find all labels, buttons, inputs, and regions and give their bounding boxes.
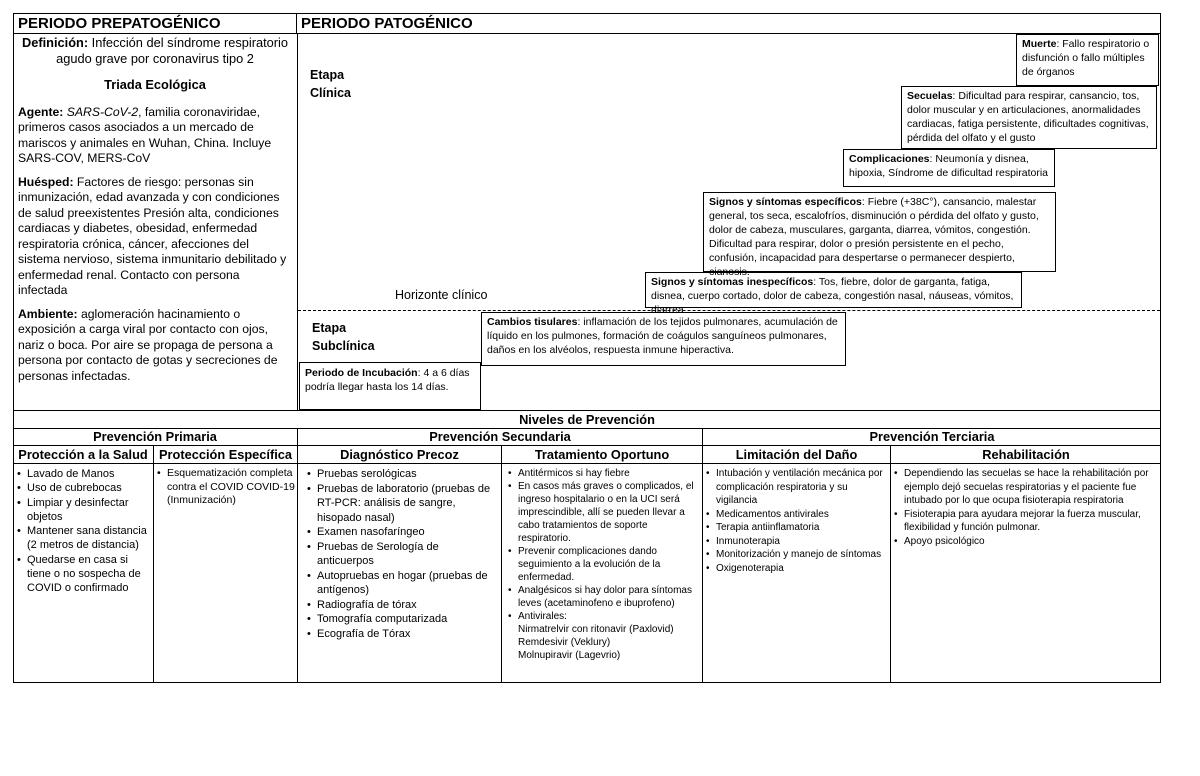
niveles-line-4 [13,463,1161,464]
list-item: • Monitorización y manejo de síntomas [706,548,888,562]
col-sep-5 [890,463,891,683]
list-item: • Mantener sana distancia (2 metros de distancia) [17,524,150,553]
secuelas-box [901,86,1157,149]
inespecificos-text: : Tos, fiebre, dolor de garganta, fatiga, disnea, cuerpo cortado, dolor de cabeza, congestión nasal, náuseas, vómitos, diarrea [651,276,1014,316]
list-item: • Limpiar y desinfectar objetos [17,496,150,525]
tratamiento-list [508,467,700,662]
list-item: • Pruebas serológicas [307,467,497,482]
col-proteccion-especifica: Protección Específica [153,446,297,463]
agente-paragraph [18,105,292,167]
especificos-box [703,192,1056,278]
list-item: • Tomografía computarizada [307,612,497,627]
list-item: • Radiografía de tórax [307,598,497,613]
col-limitacion-dano: Limitación del Daño [702,446,890,463]
definition-text: Infección del síndrome respiratorio agudo grave por coronavirus tipo 2 [56,35,288,66]
header-patogenico: PERIODO PATOGÉNICO [297,14,1160,34]
huesped-paragraph [18,175,292,299]
secuelas-label: Secuelas [907,90,953,102]
diagnostico-list [307,467,497,641]
triada-title: Triada Ecológica [104,77,206,92]
left-column-divider [297,34,298,410]
proteccion-salud-list [17,467,150,596]
col-sep-3 [501,463,502,683]
list-item: • Lavado de Manos [17,467,150,481]
limitacion-list [706,467,888,575]
list-item: • Fisioterapia para ayudara mejorar la fuerza muscular, flexibilidad y función pulmonar. [894,508,1156,535]
incubacion-text: : 4 a 6 días podría llegar hasta los 14 días. [305,367,470,393]
list-item: • Dependiendo las secuelas se hace la rehabilitación por ejemplo dejó secuelas respiratorias y el paciente fue intubado por lo que ocupa fisioterapia respiratoria [894,467,1156,508]
especificos-label: Signos y síntomas específicos [709,196,862,208]
tisulares-text: : inflamación de los tejidos pulmonares, acumulación de líquido en los pulmones, formación de coágulos sanguíneos pulmonares, daños en los alvéolos, respuesta inmune hiperactiva. [487,316,838,356]
col-sep-1 [153,463,154,683]
horizonte-clinico-line [298,310,1160,311]
col-tratamiento-oportuno: Tratamiento Oportuno [501,446,702,463]
muerte-text: : Fallo respiratorio o disfunción o fallo múltiples de órganos [1022,38,1150,78]
list-item: • Intubación y ventilación mecánica por complicación respiratoria y su vigilancia [706,467,888,508]
col-proteccion-salud: Protección a la Salud [18,447,148,462]
col-diagnostico-precoz: Diagnóstico Precoz [297,446,501,463]
list-item: • Medicamentos antivirales [706,508,888,522]
rehabilitacion-list [894,467,1156,548]
list-item: • Antitérmicos si hay fiebre [508,467,700,480]
ambiente-paragraph [18,307,292,385]
ambiente-label: Ambiente: [18,306,78,321]
tisulares-label: Cambios tisulares [487,316,578,328]
prevencion-secundaria: Prevención Secundaria [297,429,702,445]
definition [18,35,292,67]
list-item: • Apoyo psicológico [894,535,1156,549]
secuelas-text: : Dificultad para respirar, cansancio, tos, dolor muscular y en articulaciones, anormalidades cardiacas, fatiga persistente, dificultades cognitivas, pérdida del olfato y el gusto [907,90,1149,144]
horizonte-clinico-label: Horizonte clínico [395,288,488,302]
list-item: • Quedarse en casa si tiene o no sospecha de COVID o confirmado [17,553,150,596]
agente-text: , familia coronaviridae, primeros casos asociados a un mercado de mariscos y animales en Wuhan, China. Incluye SARS-COV, MERS-CoV [18,104,272,165]
huesped-label: Huésped: [18,174,74,189]
prepatogenic-panel [18,35,292,392]
proteccion-especifica-list [157,467,295,508]
list-item: • Inmunoterapia [706,535,888,549]
list-item: • Analgésicos si hay dolor para síntomas leves (acetaminofeno e ibuprofeno) [508,584,700,610]
list-item: • Oxigenoterapia [706,562,888,576]
list-item: • Esquematización completa contra el COVID COVID-19 (Inmunización) [157,467,295,508]
agente-label: Agente: [18,104,64,119]
incubacion-label: Periodo de Incubación [305,367,418,379]
ambiente-text: aglomeración hacinamiento o exposición a carga viral por contacto con ojos, nariz o boca. Por aire se propaga de persona a persona por contacto de gotas y secreciones de personas infectadas. [18,306,278,383]
etapa-subclinica-label: Etapa Subclínica [312,321,375,353]
list-item: • Ecografía de Tórax [307,627,497,642]
col-sep-2 [297,463,298,683]
list-item: • Examen nasofaríngeo [307,525,497,540]
incubacion-box [299,362,481,410]
agente-virus: SARS-CoV-2 [66,104,139,119]
list-item: • En casos más graves o complicados, el ingreso hospitalario o en la UCI será imprescindible, allí se pueden llevar a cabo tratamientos de soporte respiratorio. [508,480,700,545]
inespecificos-box [645,272,1022,316]
complicaciones-label: Complicaciones [849,153,930,165]
muerte-box [1016,34,1159,86]
prevencion-primaria: Prevención Primaria [93,429,217,444]
muerte-label: Muerte [1022,38,1057,50]
etapa-clinica-label: Etapa Clínica [310,68,351,100]
huesped-text: Factores de riesgo: personas sin inmunización, edad avanzada y con condiciones de salud preexistentes Presión alta, condiciones cardiacas y diabetes, obesidad, enfermedad respiratoria crónica, cáncer, afecciones del sistema nervioso, sistema inmunitario debilitado y enfermedad renal. Contacto con persona infectada [18,174,287,297]
inespecificos-label: Signos y síntomas inespecíficos [651,276,814,288]
col-rehabilitacion: Rehabilitación [890,446,1161,463]
niveles-title: Niveles de Prevención [519,412,655,427]
tisulares-box [481,312,846,366]
definition-label: Definición: [22,35,89,50]
col-sep-4 [702,463,703,683]
list-item: • Pruebas de laboratorio (pruebas de RT-PCR: análisis de sangre, hisopado nasal) [307,482,497,526]
especificos-text: : Fiebre (+38C°), cansancio, malestar general, tos seca, escalofríos, disminución o pérdida del olfato y gusto, dolor de cabeza, musculares, garganta, diarrea, vómitos, congestión. Dificultad para respirar, dolor o presión persistente en el pecho, confusión, incapacidad para despertarse o permanecer despierto, cianosis. [709,196,1039,278]
complicaciones-text: : Neumonía y disnea, hipoxia, Síndrome de dificultad respiratoria [849,153,1049,179]
complicaciones-box [843,149,1055,187]
list-item: • Antivirales: Nirmatrelvir con ritonavir (Paxlovid) Remdesivir (Veklury) Molnupiravir (Lagevrio) [508,610,700,662]
header-prepatogenico: PERIODO PREPATOGÉNICO [14,14,297,34]
list-item: • Pruebas de Serología de anticuerpos [307,540,497,569]
list-item: • Terapia antiinflamatoria [706,521,888,535]
prevencion-terciaria: Prevención Terciaria [702,429,1161,445]
list-item: • Autopruebas en hogar (pruebas de antígenos) [307,569,497,598]
list-item: • Uso de cubrebocas [17,481,150,495]
list-item: • Prevenir complicaciones dando seguimiento a la evolución de la enfermedad. [508,545,700,584]
